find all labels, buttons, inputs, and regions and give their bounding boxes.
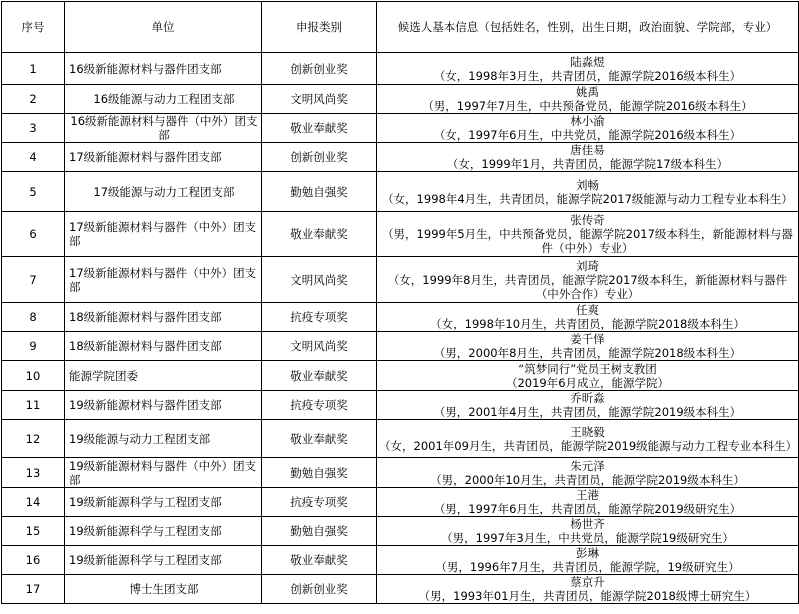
- candidate-detail: （女，1999年1月，共青团员，能源学院17级本科生）: [446, 157, 729, 171]
- row-candidate-info: [377, 85, 799, 114]
- table-header: [2, 2, 799, 53]
- row-category: 勤勉自强奖: [262, 172, 377, 212]
- candidate-detail: （女，1998年3月生，共青团员，能源学院2016级本科生）: [433, 68, 742, 83]
- candidate-name: 乔昕淼: [570, 391, 605, 405]
- candidate-name: 姜千怿: [570, 332, 605, 346]
- candidate-name: 刘畅: [576, 177, 599, 192]
- row-category: 敬业奉献奖: [262, 212, 377, 257]
- row-category: 抗疫专项奖: [262, 391, 377, 420]
- row-category: 创新创业奖: [262, 575, 377, 604]
- row-candidate-info: [377, 53, 799, 85]
- candidate-name: 林小渝: [570, 114, 605, 128]
- row-candidate-info: [377, 212, 799, 257]
- table-row: [2, 257, 799, 303]
- table-row: [2, 143, 799, 172]
- candidate-name: 朱元泽: [570, 458, 605, 473]
- row-unit: 17级新能源材料与器件（中外）团支部: [65, 212, 262, 257]
- table-row: [2, 212, 799, 257]
- row-category: 勤勉自强奖: [262, 517, 377, 546]
- candidate-detail: （男，2000年10月生，共青团员，能源学院2019级本科生）: [430, 472, 745, 487]
- row-unit: 19级新能源科学与工程团支部: [65, 488, 262, 517]
- row-candidate-info: [377, 114, 799, 143]
- row-category: 抗疫专项奖: [262, 303, 377, 332]
- row-unit: 18级新能源材料与器件团支部: [65, 303, 262, 332]
- candidate-detail: （男，1997年6月生，共青团员，能源学院2019级研究生）: [433, 502, 742, 516]
- row-category: 勤勉自强奖: [262, 458, 377, 488]
- row-category: 敬业奉献奖: [262, 361, 377, 391]
- candidate-detail: （男，1997年3月生，中共党员，能源学院19级研究生）: [441, 531, 734, 545]
- candidate-detail: （男，2000年8月生，共青团员，能源学院2018级本科生）: [433, 346, 742, 360]
- table-row: [2, 575, 799, 604]
- header-category: 申报类别: [262, 2, 377, 53]
- candidate-name: 杨世齐: [570, 517, 605, 531]
- row-unit: 19级能源与动力工程团支部: [65, 420, 262, 458]
- row-unit: 19级新能源材料与器件（中外）团支部: [65, 458, 262, 488]
- candidate-name: 刘琦: [576, 258, 599, 273]
- candidate-name: “筑梦同行”党员王树支教团: [518, 361, 657, 376]
- row-category: 文明风尚奖: [262, 332, 377, 361]
- candidate-detail: （女，1999年8月生，共青团员，能源学院2017级本科生，新能源材料与器件（中外合作）专业）: [387, 272, 788, 301]
- candidate-detail: （女，2001年09月生，共青团员，能源学院2019级能源与动力工程专业本科生）: [379, 438, 798, 453]
- row-index: 14: [2, 488, 65, 517]
- table-row: [2, 172, 799, 212]
- candidate-name: 唐佳易: [570, 143, 605, 157]
- row-candidate-info: [377, 332, 799, 361]
- row-category: 敬业奉献奖: [262, 546, 377, 575]
- row-candidate-info: [377, 458, 799, 488]
- candidate-detail: （2019年6月成立，能源学院）: [505, 375, 670, 390]
- candidate-name: 王晓毅: [570, 424, 605, 439]
- row-unit: 16级能源与动力工程团支部: [65, 85, 262, 114]
- candidate-detail: （男，1997年7月生，中共预备党员，能源学院2016级本科生）: [422, 99, 753, 113]
- row-index: 16: [2, 546, 65, 575]
- row-index: 13: [2, 458, 65, 488]
- table-row: [2, 517, 799, 546]
- header-unit: 单位: [65, 2, 262, 53]
- candidate-name: 蔡京升: [570, 575, 605, 589]
- table-body: [2, 53, 799, 604]
- row-unit: 17级新能源材料与器件团支部: [65, 143, 262, 172]
- row-unit: 19级新能源科学与工程团支部: [65, 517, 262, 546]
- row-category: 创新创业奖: [262, 53, 377, 85]
- row-unit: 18级新能源材料与器件团支部: [65, 332, 262, 361]
- row-category: 敬业奉献奖: [262, 114, 377, 143]
- row-index: 1: [2, 53, 65, 85]
- candidate-detail: （男，1996年7月生，共青团员，能源学院，19级研究生）: [435, 560, 740, 574]
- candidate-detail: （男，1993年01月生，共青团员，能源学院2018级博士研究生）: [418, 589, 757, 603]
- row-candidate-info: [377, 575, 799, 604]
- candidate-name: 姚禹: [576, 85, 599, 99]
- row-candidate-info: [377, 420, 799, 458]
- row-unit: 16级新能源材料与器件（中外）团支部: [65, 114, 262, 143]
- row-unit: 19级新能源科学与工程团支部: [65, 546, 262, 575]
- row-candidate-info: [377, 172, 799, 212]
- row-candidate-info: [377, 391, 799, 420]
- table-row: [2, 332, 799, 361]
- row-category: 文明风尚奖: [262, 257, 377, 303]
- row-candidate-info: [377, 488, 799, 517]
- row-unit: 能源学院团委: [65, 361, 262, 391]
- row-unit: 19级新能源材料与器件团支部: [65, 391, 262, 420]
- candidate-detail: （男，1999年5月生，中共预备党员，能源学院2017级本科生，新能源材料与器件（中外）专业）: [382, 227, 793, 255]
- table-row: [2, 53, 799, 85]
- candidate-name: 张传奇: [570, 213, 605, 227]
- row-category: 敬业奉献奖: [262, 420, 377, 458]
- candidate-table: [1, 1, 799, 604]
- table-row: [2, 420, 799, 458]
- row-unit: 17级能源与动力工程团支部: [65, 172, 262, 212]
- row-index: 6: [2, 212, 65, 257]
- candidate-detail: （男，2001年4月生，共青团员，能源学院2019级本科生）: [433, 405, 742, 419]
- row-index: 12: [2, 420, 65, 458]
- row-candidate-info: [377, 546, 799, 575]
- row-category: 抗疫专项奖: [262, 488, 377, 517]
- candidate-name: 任爽: [576, 303, 599, 317]
- row-index: 7: [2, 257, 65, 303]
- header-index: 序号: [2, 2, 65, 53]
- row-index: 3: [2, 114, 65, 143]
- row-candidate-info: [377, 257, 799, 303]
- candidate-name: 王港: [576, 488, 599, 502]
- row-category: 创新创业奖: [262, 143, 377, 172]
- row-index: 15: [2, 517, 65, 546]
- table-row: [2, 458, 799, 488]
- row-index: 10: [2, 361, 65, 391]
- candidate-detail: （女，1998年10月生，共青团员，能源学院2018级本科生）: [430, 317, 745, 331]
- table-row: [2, 303, 799, 332]
- header-row: [2, 2, 799, 53]
- row-candidate-info: [377, 143, 799, 172]
- table-row: [2, 114, 799, 143]
- row-candidate-info: [377, 517, 799, 546]
- candidate-name: 陆淼煜: [570, 54, 605, 69]
- table-row: [2, 488, 799, 517]
- table-row: [2, 546, 799, 575]
- row-index: 2: [2, 85, 65, 114]
- row-index: 9: [2, 332, 65, 361]
- row-unit: 17级新能源材料与器件（中外）团支部: [65, 257, 262, 303]
- row-candidate-info: [377, 361, 799, 391]
- table-row: [2, 85, 799, 114]
- row-index: 17: [2, 575, 65, 604]
- row-candidate-info: [377, 303, 799, 332]
- row-index: 11: [2, 391, 65, 420]
- table-row: [2, 361, 799, 391]
- header-candidate-info: 候选人基本信息（包括姓名，性别，出生日期，政治面貌、学院部，专业）: [377, 2, 799, 53]
- row-unit: 16级新能源材料与器件团支部: [65, 53, 262, 85]
- row-category: 文明风尚奖: [262, 85, 377, 114]
- row-index: 8: [2, 303, 65, 332]
- candidate-detail: （女，1997年6月生，中共党员，能源学院2016级本科生）: [433, 128, 742, 142]
- candidate-detail: （女，1998年4月生，共青团员，能源学院2017级能源与动力工程专业本科生）: [382, 191, 793, 206]
- row-index: 4: [2, 143, 65, 172]
- candidate-name: 彭琳: [576, 546, 599, 560]
- row-index: 5: [2, 172, 65, 212]
- row-unit: 博士生团支部: [65, 575, 262, 604]
- table-row: [2, 391, 799, 420]
